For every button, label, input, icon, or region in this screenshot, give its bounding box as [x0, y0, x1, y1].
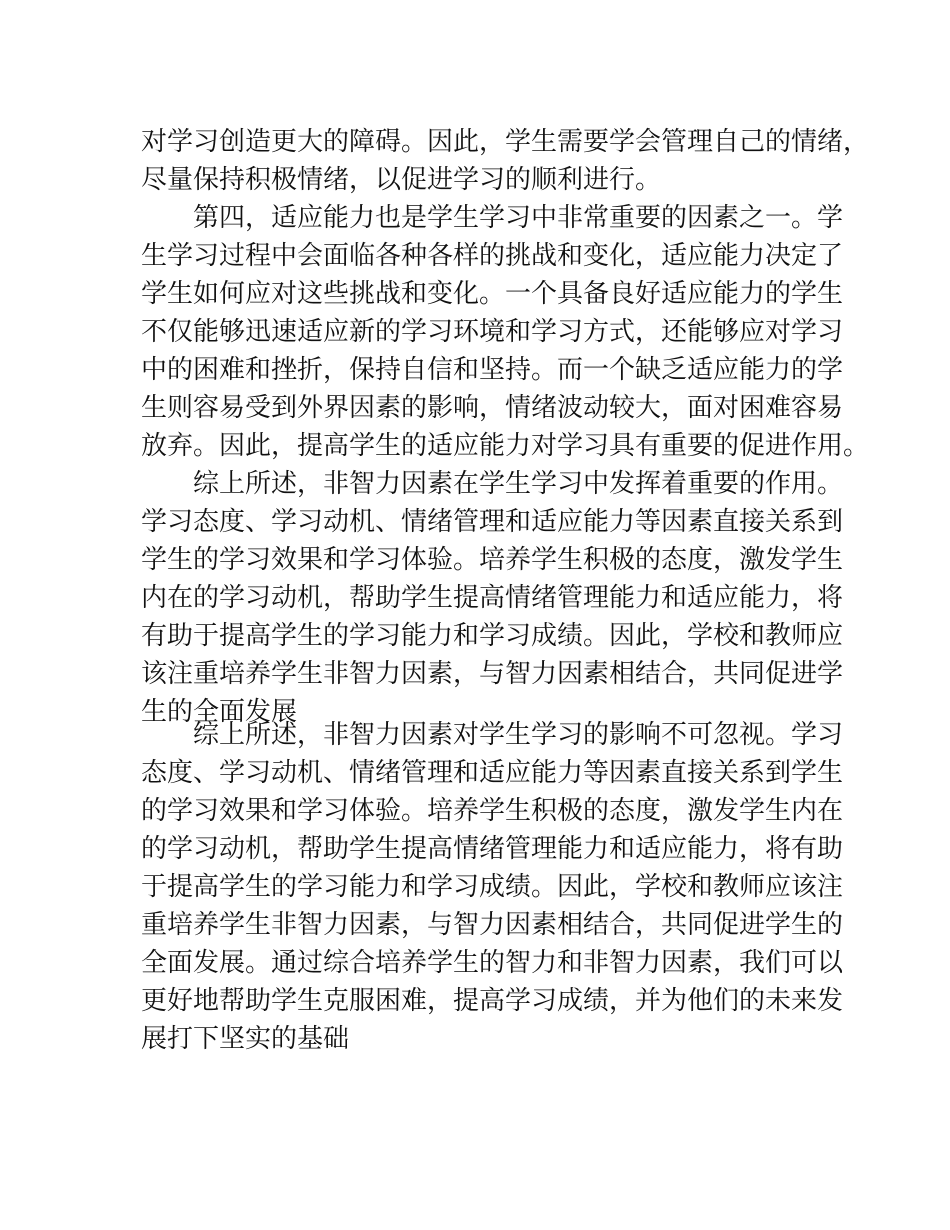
text-line: 尽量保持积极情绪，以促进学习的顺利进行。 — [141, 165, 662, 195]
text-line: 全面发展。通过综合培养学生的智力和非智力因素，我们可以 — [141, 948, 844, 978]
text-line: 对学习创造更大的障碍。因此，学生需要学会管理自己的情绪， — [141, 127, 870, 157]
text-line: 放弃。因此，提高学生的适应能力对学习具有重要的促进作用。 — [141, 431, 870, 461]
text-line: 生则容易受到外界因素的影响，情绪波动较大，面对困难容易 — [141, 393, 844, 423]
text-line: 学生的学习效果和学习体验。培养学生积极的态度，激发学生 — [141, 545, 844, 575]
paragraph-first-line: 第四，适应能力也是学生学习中非常重要的因素之一。学 — [193, 203, 844, 233]
paragraph-first-line: 综上所述，非智力因素在学生学习中发挥着重要的作用。 — [193, 469, 844, 499]
text-line: 内在的学习动机，帮助学生提高情绪管理能力和适应能力，将 — [141, 583, 844, 613]
text-line: 的学习动机，帮助学生提高情绪管理能力和适应能力，将有助 — [141, 834, 844, 864]
text-line: 生学习过程中会面临各种各样的挑战和变化，适应能力决定了 — [141, 241, 844, 271]
text-line: 学习态度、学习动机、情绪管理和适应能力等因素直接关系到 — [141, 507, 844, 537]
text-line: 更好地帮助学生克服困难，提高学习成绩，并为他们的未来发 — [141, 986, 844, 1016]
text-line: 于提高学生的学习能力和学习成绩。因此，学校和教师应该注 — [141, 872, 844, 902]
text-line: 生的全面发展 — [141, 697, 298, 727]
text-line: 有助于提高学生的学习能力和学习成绩。因此，学校和教师应 — [141, 621, 844, 651]
text-line: 重培养学生非智力因素，与智力因素相结合，共同促进学生的 — [141, 910, 844, 940]
text-line: 态度、学习动机、情绪管理和适应能力等因素直接关系到学生 — [141, 758, 844, 788]
text-block-continued — [141, 123, 870, 731]
text-block-summary — [141, 716, 844, 1058]
text-line: 该注重培养学生非智力因素，与智力因素相结合，共同促进学 — [141, 659, 844, 689]
text-line: 中的困难和挫折，保持自信和坚持。而一个缺乏适应能力的学 — [141, 355, 844, 385]
text-line: 的学习效果和学习体验。培养学生积极的态度，激发学生内在 — [141, 796, 844, 826]
text-line: 学生如何应对这些挑战和变化。一个具备良好适应能力的学生 — [141, 279, 844, 309]
text-line: 不仅能够迅速适应新的学习环境和学习方式，还能够应对学习 — [141, 317, 844, 347]
paragraph-first-line: 综上所述，非智力因素对学生学习的影响不可忽视。学习 — [193, 720, 844, 750]
text-line: 展打下坚实的基础 — [141, 1024, 350, 1054]
